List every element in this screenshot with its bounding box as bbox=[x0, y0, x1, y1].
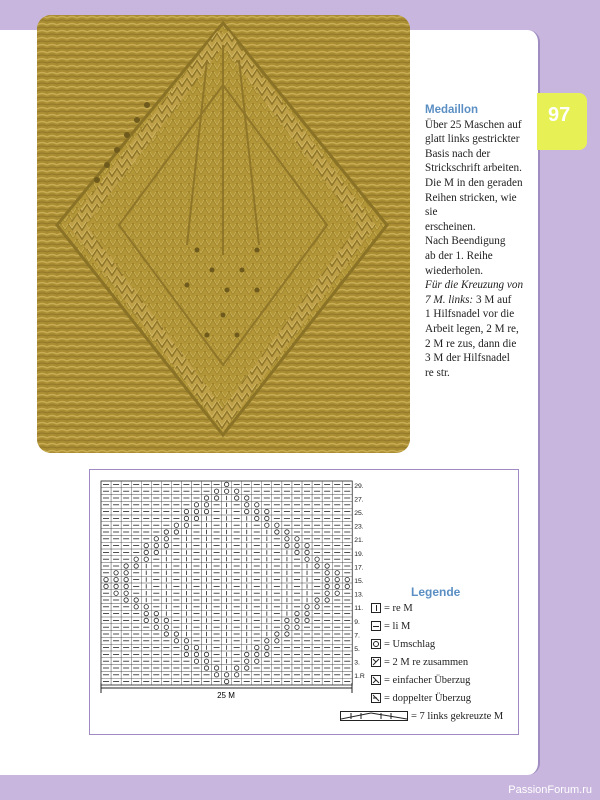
description-line: Die M in den geraden bbox=[425, 176, 523, 189]
skp-icon bbox=[371, 675, 381, 685]
legend-label: = einfacher Überzug bbox=[384, 674, 471, 686]
chart-row-label: 5. bbox=[354, 646, 360, 653]
legend-label: = re M bbox=[384, 602, 413, 614]
chart-row-label: 21. bbox=[354, 537, 364, 545]
k2tog-icon bbox=[371, 657, 381, 667]
description-title: Medaillon bbox=[425, 104, 479, 116]
legend-item bbox=[340, 709, 503, 723]
legend-label: = 2 M re zusammen bbox=[384, 656, 469, 668]
chart-row-label: 17. bbox=[354, 564, 364, 572]
chart-row-label: 7. bbox=[354, 632, 360, 640]
chart-row-label: 15. bbox=[354, 578, 364, 585]
description-line: erscheinen. bbox=[425, 220, 476, 233]
cross-instruction-label: Für die Kreuzung von 7 M. links: bbox=[425, 279, 524, 306]
description-line: Reihen stricken, wie sie bbox=[425, 191, 517, 219]
description-line: wiederholen. bbox=[425, 264, 484, 277]
description-line: re str. bbox=[425, 366, 450, 379]
legend-item bbox=[371, 655, 468, 669]
chart-row-label: 27. bbox=[354, 496, 364, 504]
chart-row-label: 9. bbox=[354, 618, 360, 626]
chart-row-label: 25. bbox=[354, 510, 364, 517]
chart-row-label: 23. bbox=[354, 523, 364, 531]
legend-label: = Umschlag bbox=[384, 638, 436, 650]
sk2p-icon bbox=[371, 693, 381, 703]
legend-label: = li M bbox=[384, 620, 411, 632]
legend-item bbox=[371, 619, 410, 633]
chart-row-label: 1.R bbox=[354, 673, 365, 681]
description-line: Nach Beendigung bbox=[425, 235, 506, 248]
description-line: 3 M der Hilfsnadel bbox=[425, 352, 510, 365]
legend-label: = 7 links gekreuzte M bbox=[411, 710, 504, 722]
description-line: 1 Hilfsnadel vor die bbox=[425, 308, 515, 321]
description-line: 3 M auf bbox=[475, 293, 512, 306]
chart-width-label: 25 M bbox=[217, 691, 235, 700]
chart-row-label: 13. bbox=[354, 591, 364, 599]
description-line: glatt links gestrickter bbox=[425, 133, 520, 146]
description-line: Über 25 Maschen auf bbox=[425, 118, 522, 131]
legend-item bbox=[371, 673, 470, 687]
chart-row-label: 3. bbox=[354, 659, 360, 667]
description-line: Strickschrift arbeiten. bbox=[425, 162, 522, 175]
cable-cross-icon bbox=[340, 711, 408, 721]
legend-item bbox=[371, 691, 471, 705]
description-line: 2 M re zus, dann die bbox=[425, 337, 517, 350]
purl-stitch-icon bbox=[371, 621, 381, 631]
legend-label: = doppelter Überzug bbox=[384, 692, 471, 704]
page-number: 97 bbox=[548, 104, 571, 126]
chart-row-label: 19. bbox=[354, 550, 364, 558]
yarn-over-icon bbox=[371, 639, 381, 649]
description-line: ab der 1. Reihe bbox=[425, 249, 493, 262]
description-line: Basis nach der bbox=[425, 147, 491, 160]
description-line: Arbeit legen, 2 M re, bbox=[425, 322, 519, 335]
chart-row-label: 11. bbox=[354, 605, 364, 613]
legend-item bbox=[371, 601, 413, 615]
chart-row-label: 29. bbox=[354, 482, 364, 490]
legend-item bbox=[371, 637, 435, 651]
knit-stitch-icon bbox=[371, 603, 381, 613]
legend-title: Legende bbox=[411, 585, 461, 599]
watermark: PassionForum.ru bbox=[508, 784, 592, 796]
